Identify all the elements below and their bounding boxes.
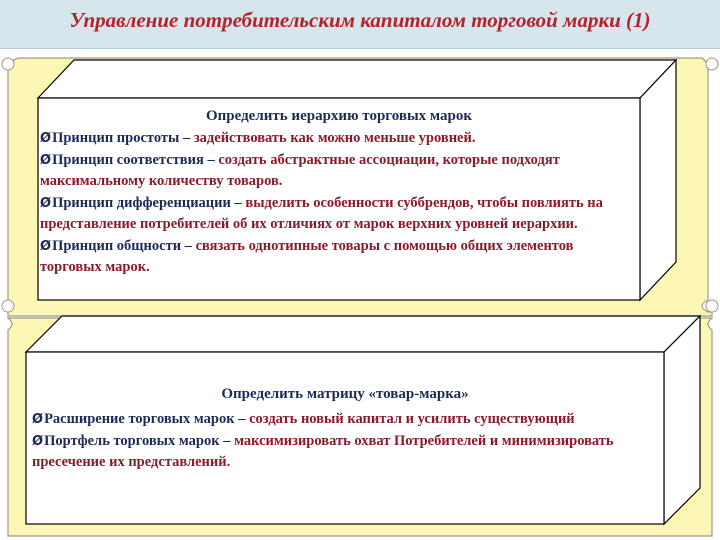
box1-top-face xyxy=(38,60,676,98)
principle-description: задействовать как можно меньше уровней. xyxy=(193,130,476,146)
strategy-name: Портфель торговых марок xyxy=(44,432,220,449)
arrow-bullet-icon: Ø xyxy=(40,131,52,146)
separator: – xyxy=(203,151,219,168)
box2-heading: Определить матрицу «товар-марка» xyxy=(221,386,469,402)
separator: – xyxy=(181,237,196,254)
principle-name: Принцип соответствия xyxy=(52,151,204,168)
principle-name: Принцип простоты xyxy=(52,130,180,146)
box1-heading: Определить иерархию торговых марок xyxy=(205,108,473,124)
list-item xyxy=(40,236,636,279)
principle-description: выделить особенности суббрендов, чтобы повлиять на представление потребителей об их отличиях от марок верхних уровней иерархии. xyxy=(40,194,603,232)
box1-list xyxy=(40,128,636,279)
principle-description: создать абстрактные ассоциации, которые подходят максимальному количеству товаров. xyxy=(40,151,560,189)
arrow-bullet-icon: Ø xyxy=(40,195,52,211)
box2-side-face xyxy=(664,316,700,524)
list-item xyxy=(40,193,636,236)
box1-side-face xyxy=(640,60,676,300)
list-item xyxy=(32,409,658,431)
box2-top-face xyxy=(26,316,700,352)
separator: – xyxy=(219,432,235,449)
list-item xyxy=(40,150,636,193)
arrow-bullet-icon: Ø xyxy=(32,412,44,427)
list-item xyxy=(40,128,636,150)
principle-name: Принцип дифференциации xyxy=(52,194,231,211)
box2-list xyxy=(32,409,658,474)
principle-name: Принцип общности xyxy=(52,237,182,254)
strategy-name: Расширение торговых марок xyxy=(44,411,235,427)
separator: – xyxy=(179,130,194,146)
list-item xyxy=(32,431,658,474)
separator: – xyxy=(234,411,250,427)
separator: – xyxy=(230,194,246,211)
strategy-description: создать новый капитал и усилить существующий xyxy=(249,411,575,427)
arrow-bullet-icon: Ø xyxy=(40,152,52,168)
strategy-description: максимизировать охват Потребителей и минимизировать пресечение их представлений. xyxy=(32,432,614,470)
slide-title: Управление потребительским капиталом торговой марки (1) xyxy=(69,8,651,32)
arrow-bullet-icon: Ø xyxy=(32,433,44,449)
principle-description: связать однотипные товары с помощью общих элементов торговых марок. xyxy=(40,237,574,275)
arrow-bullet-icon: Ø xyxy=(40,238,52,254)
